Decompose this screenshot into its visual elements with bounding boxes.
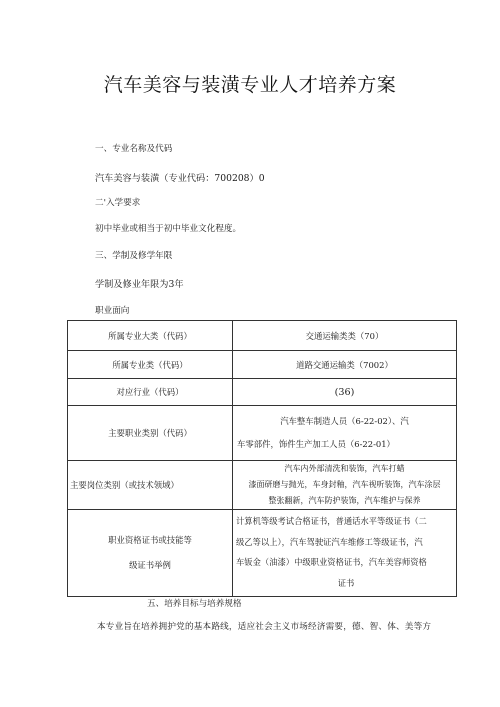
table-value-cell: (36) [233,379,457,406]
table-value-line: 车零部件，饰件生产加工人员（6-22-01） [237,439,395,450]
section-heading-career: 职业面向 [95,306,130,316]
table-row [68,510,457,597]
duration-line: 学制及修业年限为3年 [95,279,184,290]
major-name-line: 汽车美容与装潢（专业代码：700208）0 [95,173,265,184]
table-value-line: 漆面研磨与抛光，车身封釉，汽车视听装饰，汽车涂层 [248,480,441,490]
table-key-cell [68,510,233,597]
table-key-cell: 主要岗位类别（或技术领域） [68,461,233,510]
table-value-cell [233,406,457,461]
table-key-line: 职业资格证书或技能等 [108,535,192,546]
career-orientation-table [67,320,457,597]
table-row [68,461,457,510]
table-value-line: 汽车整车制造人员（6-22-02）、汽 [280,416,409,427]
table-key-cell: 对应行业（代码） [68,379,233,406]
table-value-cell [233,510,457,597]
table-key-cell: 所属专业大类（代码） [68,321,233,351]
table-value-line: 级乙等以上），汽车驾驶证汽车维修工等级证书，汽 [236,536,423,547]
table-value-cell [233,461,457,510]
section-heading-major-name: 一、专业名称及代码 [95,144,173,154]
table-value-line: 整张翻新，汽车防护装饰，汽车维护与保养 [268,496,421,506]
body-paragraph: 本专业旨在培养拥护党的基本路线，适应社会主义市场经济需要，德、智、体、美等方 [97,622,432,632]
section-heading-duration: 三、学制及修学年限 [95,251,173,261]
section-heading-objectives: 五、培养目标与培养规格 [147,599,242,609]
table-value-cell: 交通运输类类（70） [233,321,457,351]
table-value-line: 汽车内外部清洗和装饰，汽车打蜡 [284,464,405,474]
table-row [68,406,457,461]
section-heading-admission: 二'入学要求 [95,198,141,208]
table-row [68,351,457,379]
table-value-line: 车钣金（油漆）中级职业资格证书，汽车美容师资格 [236,557,427,568]
table-key-line: 级证书举例 [129,560,171,571]
table-key-cell: 所属专业类（代码） [68,351,233,379]
table-value-line: 证书 [337,577,355,588]
table-value-cell: 道路交通运输类（7002） [233,351,457,379]
document-title: 汽车美容与装潢专业人才培养方案 [103,74,397,96]
admission-requirement-line: 初中毕业或相当于初中毕业文化程度。 [95,224,242,234]
table-key-cell: 主要职业类别（代码） [68,406,233,461]
table-row [68,321,457,351]
table-value-line: 计算机等级考试合格证书，普通话水平等级证书（二 [236,516,427,527]
table-row [68,379,457,406]
